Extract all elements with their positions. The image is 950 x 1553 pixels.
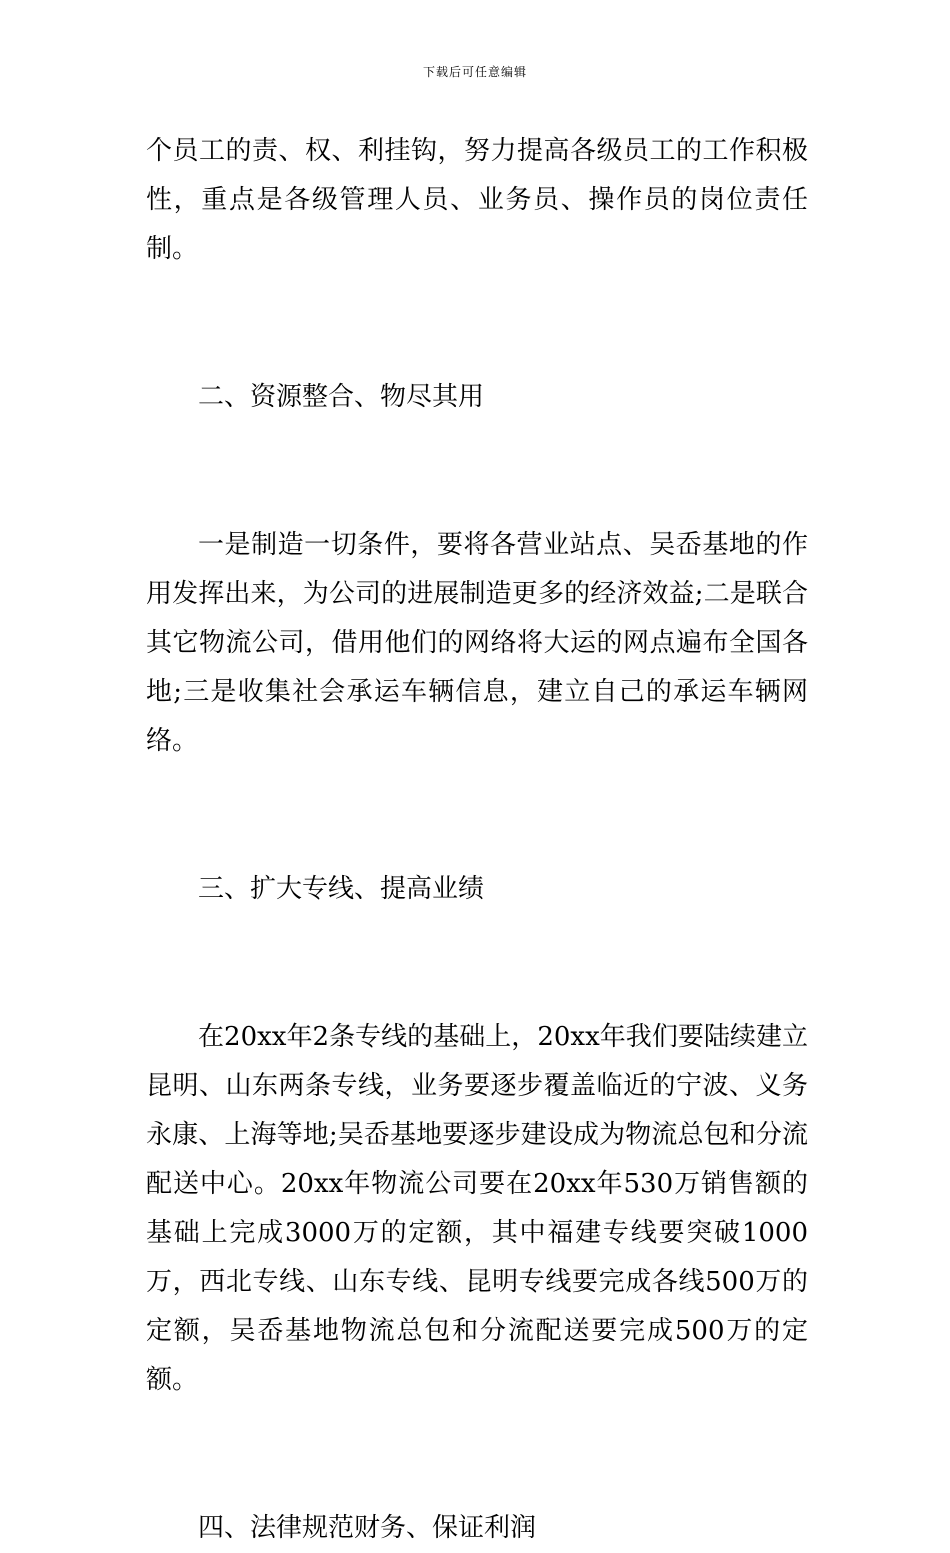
paragraph-continuation: 个员工的责、权、利挂钩，努力提高各级员工的工作积极性，重点是各级管理人员、业务员、操作员的岗位责任制。 [146,136,808,264]
page-header: 下载后可任意编辑 [422,65,527,79]
paragraph-gap [146,274,808,373]
paragraph-gap [146,1405,808,1504]
section-heading-3: 三、扩大专线、提高业绩 [198,874,485,904]
paragraph-resources: 一是制造一切条件，要将各营业站点、吴岙基地的作用发挥出来，为公司的进展制造更多的经济效益;二是联合其它物流公司，借用他们的网络将大运的网点遍布全国各地;三是收集社会承运车辆信息，建立自己的承运车辆网络。 [146,530,808,756]
document-body [146,127,808,1553]
paragraph-gap [146,914,808,1013]
paragraph-gap [146,766,808,865]
section-heading-4: 四、法律规范财务、保证利润 [198,1513,537,1543]
paragraph-gap [146,422,808,521]
section-heading-2: 二、资源整合、物尽其用 [198,382,485,412]
paragraph-routes: 在20xx年2条专线的基础上，20xx年我们要陆续建立昆明、山东两条专线，业务要逐步覆盖临近的宁波、义务永康、上海等地;吴岙基地要逐步建设成为物流总包和分流配送中心。20xx年物流公司要在20xx年530万销售额的基础上完成3000万的定额，其中福建专线要突破1000万，西北专线、山东专线、昆明专线要完成各线500万的定额，吴岙基地物流总包和分流配送要完成500万的定额。 [146,1022,808,1395]
